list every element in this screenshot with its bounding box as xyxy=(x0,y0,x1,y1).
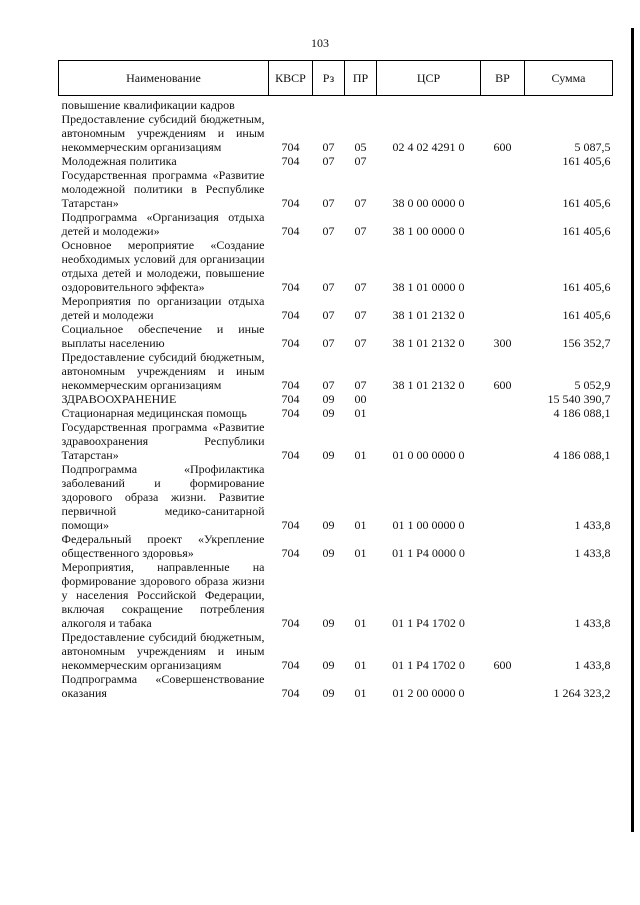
row-rz: 07 xyxy=(322,154,335,168)
table-row xyxy=(59,210,613,238)
row-name: Подпрограмма «Организация отдыха детей и молодежи» xyxy=(61,210,265,238)
row-vr: 600 xyxy=(493,658,512,672)
row-csr: 38 1 01 0000 0 xyxy=(392,280,465,294)
row-sum: 161 405,6 xyxy=(562,154,611,168)
row-kvsr: 704 xyxy=(281,140,300,154)
row-pr: 05 xyxy=(354,140,367,154)
row-csr: 01 1 P4 1702 0 xyxy=(392,616,465,630)
row-pr: 07 xyxy=(354,224,367,238)
row-kvsr: 704 xyxy=(281,308,300,322)
row-kvsr: 704 xyxy=(281,658,300,672)
row-sum: 156 352,7 xyxy=(562,336,611,350)
row-kvsr: 704 xyxy=(281,686,300,700)
row-sum: 161 405,6 xyxy=(562,224,611,238)
row-vr xyxy=(481,168,525,210)
row-sum: 1 433,8 xyxy=(574,518,611,532)
row-kvsr: 704 xyxy=(281,336,300,350)
row-rz: 07 xyxy=(322,224,335,238)
row-vr xyxy=(481,392,525,406)
table-row xyxy=(59,98,613,112)
row-vr xyxy=(481,462,525,532)
row-csr xyxy=(377,98,481,112)
row-pr: 01 xyxy=(354,546,367,560)
table-row xyxy=(59,672,613,700)
row-name: Федеральный проект «Укрепление общественного здоровья» xyxy=(61,532,265,560)
table-row xyxy=(59,532,613,560)
table-row xyxy=(59,462,613,532)
row-csr: 01 0 00 0000 0 xyxy=(392,448,465,462)
row-csr: 01 1 P4 1702 0 xyxy=(392,658,465,672)
row-pr: 00 xyxy=(354,392,367,406)
row-vr: 600 xyxy=(493,378,512,392)
row-name: Предоставление субсидий бюджетным, автономным учреждениям и иным некоммерческим организациям xyxy=(61,112,265,154)
row-sum: 161 405,6 xyxy=(562,308,611,322)
header-csr: ЦСР xyxy=(377,61,481,96)
row-csr xyxy=(377,154,481,168)
row-pr: 07 xyxy=(354,196,367,210)
table-row xyxy=(59,350,613,392)
row-csr xyxy=(377,406,481,420)
row-kvsr xyxy=(269,98,313,112)
row-rz: 07 xyxy=(322,140,335,154)
row-rz: 09 xyxy=(322,658,335,672)
row-kvsr: 704 xyxy=(281,280,300,294)
row-sum: 4 186 088,1 xyxy=(553,448,611,462)
row-kvsr: 704 xyxy=(281,448,300,462)
row-rz: 07 xyxy=(322,196,335,210)
row-name: Предоставление субсидий бюджетным, автономным учреждениям и иным некоммерческим организациям xyxy=(61,350,265,392)
row-pr: 07 xyxy=(354,154,367,168)
row-pr: 01 xyxy=(354,518,367,532)
row-kvsr: 704 xyxy=(281,378,300,392)
table-body xyxy=(59,96,613,701)
row-rz: 07 xyxy=(322,308,335,322)
row-sum: 1 433,8 xyxy=(574,658,611,672)
row-pr: 01 xyxy=(354,616,367,630)
table-row xyxy=(59,630,613,672)
row-rz: 07 xyxy=(322,280,335,294)
row-kvsr: 704 xyxy=(281,392,300,406)
header-rz: Рз xyxy=(313,61,345,96)
table-header xyxy=(59,61,613,96)
row-pr: 01 xyxy=(354,406,367,420)
row-sum: 1 433,8 xyxy=(574,546,611,560)
row-csr: 38 1 00 0000 0 xyxy=(392,224,465,238)
row-name: ЗДРАВООХРАНЕНИЕ xyxy=(61,392,177,406)
row-csr: 38 1 01 2132 0 xyxy=(392,378,465,392)
row-rz: 09 xyxy=(322,686,335,700)
header-vr: ВР xyxy=(481,61,525,96)
row-csr: 38 0 00 0000 0 xyxy=(392,196,465,210)
row-name: Государственная программа «Развитие здравоохранения Республики Татарстан» xyxy=(61,420,265,462)
row-pr: 01 xyxy=(354,658,367,672)
row-name: Социальное обеспечение и иные выплаты населению xyxy=(61,322,265,350)
row-vr xyxy=(481,294,525,322)
table-row xyxy=(59,238,613,294)
row-name: Мероприятия, направленные на формирование здорового образа жизни у населения Российской Федерации, включая сокращение потребления алкоголя и табака xyxy=(61,560,265,630)
row-csr: 38 1 01 2132 0 xyxy=(392,308,465,322)
budget-table xyxy=(58,60,613,700)
table-row xyxy=(59,168,613,210)
row-rz: 09 xyxy=(322,406,335,420)
row-sum: 161 405,6 xyxy=(562,280,611,294)
row-name: Основное мероприятие «Создание необходимых условий для организации отдыха детей и молодежи, повышение оздоровительного эффекта» xyxy=(61,238,265,294)
row-name: Стационарная медицинская помощь xyxy=(61,406,247,420)
header-name: Наименование xyxy=(59,61,269,96)
scan-edge-rule xyxy=(631,28,634,832)
row-pr: 07 xyxy=(354,336,367,350)
row-vr: 600 xyxy=(493,140,512,154)
row-kvsr: 704 xyxy=(281,616,300,630)
table-row xyxy=(59,406,613,420)
row-rz: 09 xyxy=(322,616,335,630)
row-vr: 300 xyxy=(493,336,512,350)
table-row xyxy=(59,294,613,322)
row-sum: 5 087,5 xyxy=(574,140,611,154)
row-pr: 01 xyxy=(354,448,367,462)
row-sum xyxy=(525,98,613,112)
row-rz xyxy=(313,98,345,112)
row-rz: 07 xyxy=(322,336,335,350)
row-pr: 07 xyxy=(354,280,367,294)
row-rz: 09 xyxy=(322,546,335,560)
row-name: Молодежная политика xyxy=(61,154,177,168)
row-kvsr: 704 xyxy=(281,224,300,238)
header-sum: Сумма xyxy=(525,61,613,96)
row-name: Мероприятия по организации отдыха детей и молодежи xyxy=(61,294,265,322)
table-row xyxy=(59,154,613,168)
row-rz: 09 xyxy=(322,448,335,462)
row-kvsr: 704 xyxy=(281,196,300,210)
row-kvsr: 704 xyxy=(281,546,300,560)
row-sum: 4 186 088,1 xyxy=(553,406,611,420)
row-pr: 01 xyxy=(354,686,367,700)
header-kvsr: КВСР xyxy=(269,61,313,96)
page-number: 103 xyxy=(311,36,329,50)
row-kvsr: 704 xyxy=(281,518,300,532)
row-pr: 07 xyxy=(354,308,367,322)
row-name: Подпрограмма «Совершенствование оказания xyxy=(61,672,265,700)
header-pr: ПР xyxy=(345,61,377,96)
row-vr xyxy=(481,532,525,560)
row-vr xyxy=(481,406,525,420)
row-sum: 1 264 323,2 xyxy=(553,686,611,700)
table-row xyxy=(59,420,613,462)
row-csr: 01 2 00 0000 0 xyxy=(392,686,465,700)
table-row xyxy=(59,322,613,350)
row-csr xyxy=(377,392,481,406)
row-pr xyxy=(345,98,377,112)
row-name: повышение квалификации кадров xyxy=(61,98,235,112)
row-rz: 09 xyxy=(322,518,335,532)
row-name: Подпрограмма «Профилактика заболеваний и формирование здорового образа жизни. Развитие первичной медико-санитарной помощи» xyxy=(61,462,265,532)
row-vr xyxy=(481,560,525,630)
row-sum: 15 540 390,7 xyxy=(547,392,611,406)
row-vr xyxy=(481,420,525,462)
row-pr: 07 xyxy=(354,378,367,392)
row-sum: 5 052,9 xyxy=(574,378,611,392)
table-row xyxy=(59,392,613,406)
table-row xyxy=(59,112,613,154)
row-name: Государственная программа «Развитие молодежной политики в Республике Татарстан» xyxy=(61,168,265,210)
row-rz: 07 xyxy=(322,378,335,392)
row-vr xyxy=(481,154,525,168)
row-name: Предоставление субсидий бюджетным, автономным учреждениям и иным некоммерческим организациям xyxy=(61,630,265,672)
row-rz: 09 xyxy=(322,392,335,406)
row-csr: 38 1 01 2132 0 xyxy=(392,336,465,350)
row-vr xyxy=(481,210,525,238)
row-kvsr: 704 xyxy=(281,406,300,420)
row-csr: 01 1 P4 0000 0 xyxy=(392,546,465,560)
row-vr xyxy=(481,238,525,294)
table-row xyxy=(59,560,613,630)
row-csr: 02 4 02 4291 0 xyxy=(392,140,465,154)
row-csr: 01 1 00 0000 0 xyxy=(392,518,465,532)
row-sum: 161 405,6 xyxy=(562,196,611,210)
row-kvsr: 704 xyxy=(281,154,300,168)
row-vr xyxy=(481,98,525,112)
row-sum: 1 433,8 xyxy=(574,616,611,630)
row-vr xyxy=(481,672,525,700)
